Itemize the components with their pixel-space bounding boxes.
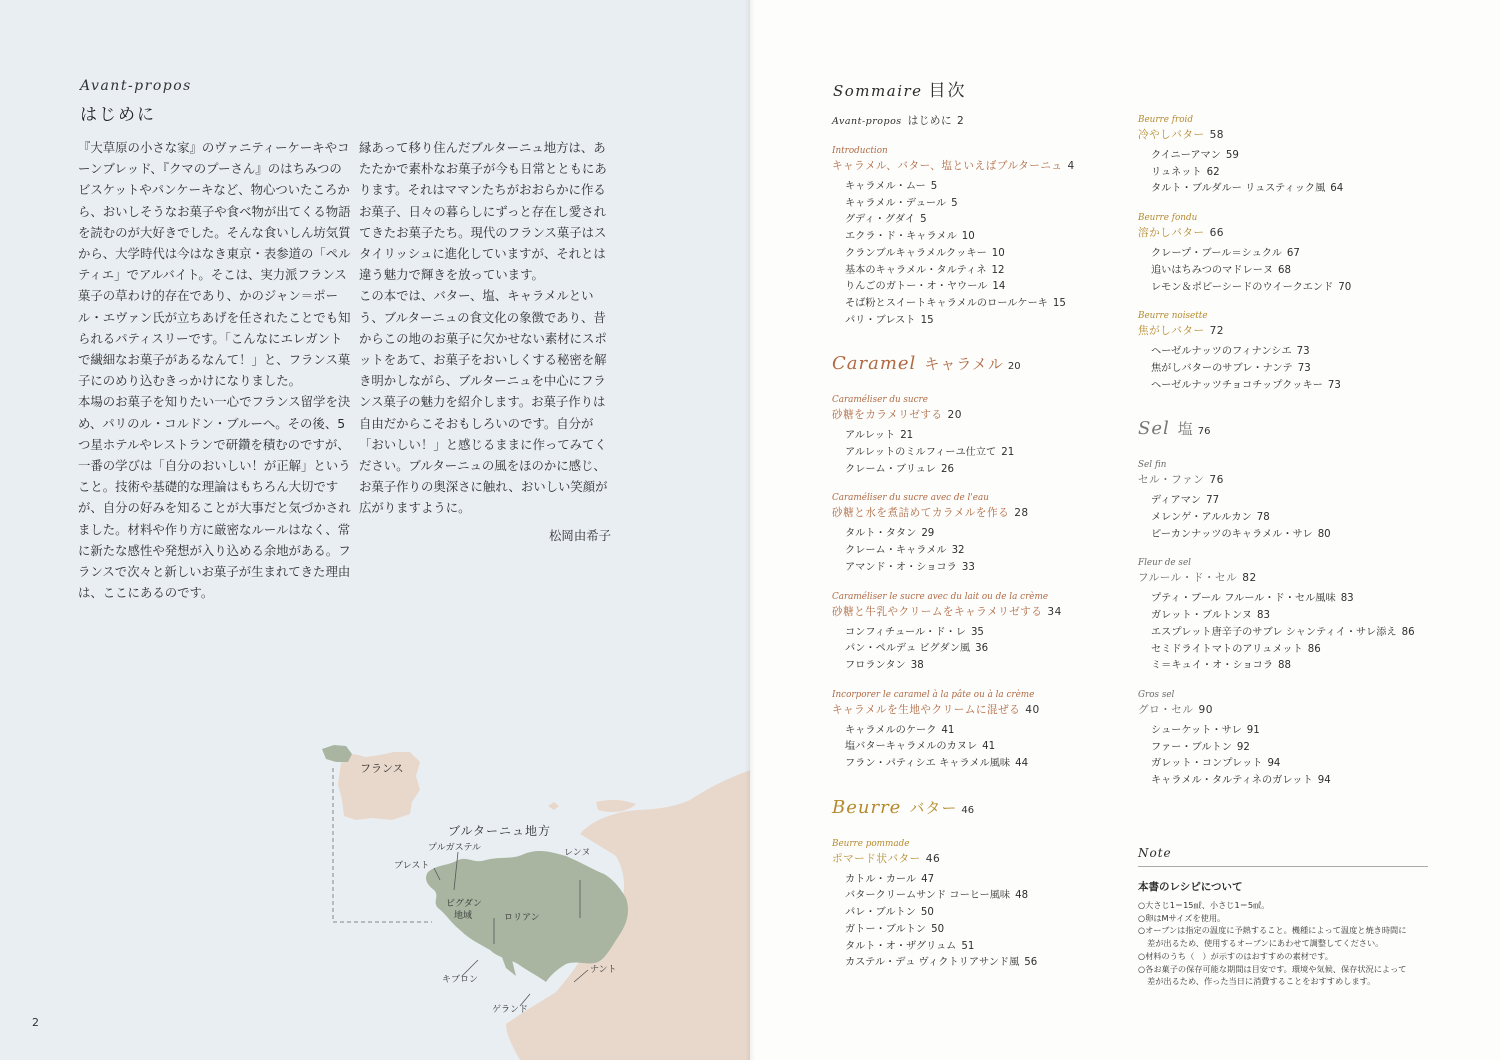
toc-page-number: 5 bbox=[951, 197, 958, 209]
toc-item-label: タルト・ブルダルー リュスティック風 bbox=[1151, 183, 1326, 195]
toc-page-number: 78 bbox=[1256, 512, 1270, 524]
toc-item-label: アマンド・オ・ショコラ bbox=[845, 561, 957, 573]
toc-section-fr: Gros sel bbox=[1138, 689, 1175, 700]
toc-item bbox=[1138, 773, 1438, 790]
map-brittany-mini bbox=[322, 745, 352, 762]
toc-page-number: 58 bbox=[1209, 129, 1225, 141]
toc-item bbox=[832, 905, 1132, 922]
toc-page-number: 28 bbox=[1014, 507, 1029, 520]
toc-item-label: エスプレット唐辛子のサブレ シャンティイ・サレ添え bbox=[1151, 626, 1397, 638]
toc-item bbox=[1138, 527, 1438, 544]
toc-item-label: リュネット bbox=[1151, 166, 1202, 178]
note-item: ○オーブンは指定の温度に予熱すること。機種によって温度と焼き時間に bbox=[1138, 925, 1407, 936]
toc-page-number: 73 bbox=[1297, 362, 1311, 374]
toc-page-number: 36 bbox=[975, 643, 989, 655]
foreword-title-ja: はじめに bbox=[80, 105, 156, 125]
toc-title-fr: Sommaire bbox=[833, 82, 923, 100]
toc-item bbox=[1138, 263, 1438, 280]
toc-section-fr: Caraméliser le sucre avec du lait ou de la crème bbox=[832, 591, 1049, 602]
toc-page-number: 35 bbox=[970, 626, 984, 638]
toc-page-number: 20 bbox=[947, 409, 962, 422]
toc-item bbox=[1138, 344, 1438, 361]
note-item: ○材料のうち（ ）が示すのはおすすめの素材です。 bbox=[1138, 950, 1333, 961]
toc-item bbox=[832, 739, 1132, 756]
toc-item bbox=[832, 641, 1132, 658]
toc-page-number: 50 bbox=[920, 907, 934, 919]
foreword-column-2 bbox=[359, 137, 611, 546]
toc-page-number: 83 bbox=[1256, 610, 1270, 622]
toc-page-number: 10 bbox=[961, 231, 975, 243]
toc-page-number: 38 bbox=[910, 659, 924, 671]
toc-item bbox=[832, 543, 1132, 560]
toc-column-2 bbox=[1138, 112, 1438, 790]
toc-item bbox=[832, 229, 1132, 246]
toc-section-fr: Beurre pommade bbox=[832, 838, 910, 849]
toc-item bbox=[832, 445, 1132, 462]
toc-item bbox=[1138, 723, 1438, 740]
toc-item-fr: Avant-propos bbox=[832, 116, 902, 127]
toc-page-number: 21 bbox=[900, 430, 914, 442]
toc-item bbox=[1138, 165, 1438, 182]
toc-item bbox=[832, 872, 1132, 889]
foreword-paragraph: 縁あって移り住んだブルターニュ地方は、あたたかで素朴なお菓子が今も日常とともにあります。それはママンたちがおおらかに作るお菓子、日々の暮らしにずっと存在し愛されてきたお菓子たち。現代のフランス菓子はスタイリッシュに進化していますが、それとは違う魅力で輝きを放っています。 bbox=[359, 140, 607, 283]
toc-item-label: セミドライトマトのアリュメット bbox=[1151, 643, 1303, 655]
toc-section-label: フルール・ド・セル bbox=[1138, 572, 1238, 585]
toc-item-label: 追いはちみつのマドレーヌ bbox=[1151, 264, 1274, 276]
toc-section-ja bbox=[1138, 322, 1438, 340]
toc-item-label: クイニーアマン bbox=[1151, 150, 1221, 161]
toc-item bbox=[832, 939, 1132, 956]
toc-page-number: 51 bbox=[961, 940, 975, 952]
toc-item bbox=[832, 922, 1132, 939]
toc-page-number: 83 bbox=[1340, 593, 1354, 605]
toc-section-label: 冷やしバター bbox=[1138, 129, 1205, 141]
map-label-region: ブルターニュ地方 bbox=[448, 824, 552, 838]
toc-item bbox=[832, 560, 1132, 577]
toc-item bbox=[1138, 378, 1438, 395]
toc-section-ja bbox=[832, 157, 1132, 175]
map-land-north bbox=[596, 800, 636, 812]
toc-item-label: アルレット bbox=[845, 430, 896, 442]
map-label-quiberon: キブロン bbox=[442, 975, 479, 985]
toc-item-label: ガトー・ブルトン bbox=[845, 923, 927, 935]
foreword-column-1 bbox=[78, 137, 353, 603]
toc-item bbox=[832, 462, 1132, 479]
toc-item bbox=[832, 279, 1132, 296]
toc-section-label: キャラメルを生地やクリームに混ぜる bbox=[832, 703, 1021, 716]
toc-page-number: 26 bbox=[940, 463, 954, 475]
note-item: 差が出るため、使用するオーブンにあわせて調整してください。 bbox=[1147, 938, 1384, 949]
toc-item-label: キャラメル・タルティネのガレット bbox=[1151, 775, 1313, 787]
toc-section-fr: Incorporer le caramel à la pâte ou à la crème bbox=[832, 689, 1035, 700]
toc-item-label: キャラメル・ムー bbox=[845, 181, 926, 192]
note-item: 差が出るため、作った当日に消費することをおすすめします。 bbox=[1147, 976, 1376, 987]
toc-chapter-fr: Beurre bbox=[832, 796, 902, 818]
map-label-nantes: ナント bbox=[590, 965, 617, 975]
toc-item bbox=[1138, 246, 1438, 263]
toc-page-number: 4 bbox=[1067, 160, 1075, 172]
toc-column-1 bbox=[832, 112, 1132, 972]
toc-section-label: 砂糖と水を煮詰めてカラメルを作る bbox=[832, 507, 1010, 520]
toc-item-label: パレ・ブルトン bbox=[845, 907, 916, 919]
foreword-paragraph: 『大草原の小さな家』のヴァニティーケーキやコーンブレッド、『クマのプーさん』のはちみつのビスケットやパンケーキなど、物心ついたころから、おいしそうなお菓子や食べ物が出てくる物語を読むのが大好きでした。そんな食いしん坊気質から、大学時代は今はなき東京・表参道の「ペルティエ」でアルバイト。そこは、実力派フランス菓子の草わけ的存在であり、かのジャン＝ポール・エヴァン氏が立ちあげを任されたことでも知られるパティスリーです。「こんなにエレガントで繊細なお菓子があるなんて！」と、フランス菓子にのめり込むきっかけになりました。 bbox=[78, 140, 351, 389]
toc-page-number: 41 bbox=[941, 724, 955, 736]
page-number: 2 bbox=[32, 1016, 39, 1029]
toc-page-number: 82 bbox=[1242, 572, 1257, 585]
toc-page-number: 90 bbox=[1198, 703, 1213, 716]
toc-item-label: カトル・カール bbox=[845, 873, 917, 885]
toc-item bbox=[832, 179, 1132, 196]
toc-page-number: 2 bbox=[957, 115, 965, 127]
toc-section-fr: Beurre fondu bbox=[1138, 213, 1198, 224]
toc-item bbox=[832, 756, 1132, 773]
toc-item-label: エクラ・ド・キャラメル bbox=[845, 231, 957, 243]
toc-item-label: レモン＆ポピーシードのウイークエンド bbox=[1151, 281, 1334, 293]
foreword-paragraph: この本では、バター、塩、キャラメルという、ブルターニュの食文化の象徴であり、昔からこの地のお菓子に欠かせない素材にスポットをあて、お菓子をおいしくする秘密を解き明かしながら、ブルターニュを中心にフランス菓子の魅力を紹介します。お菓子作りは自由だからこそおもしろいのです。自分が「おいしい！」と感じるままに作ってみてください。ブルターニュの風をほのかに感じ、お菓子作りの奥深さに触れ、おいしい笑顔が広がりますように。 bbox=[359, 288, 608, 516]
toc-section-label: 焦がしバター bbox=[1138, 325, 1205, 338]
toc-page-number: 21 bbox=[1001, 447, 1015, 459]
toc-section-fr: Beurre froid bbox=[1138, 115, 1193, 125]
foreword-paragraph: 本場のお菓子を知りたい一心でフランス留学を決め、パリのル・コルドン・ブルーへ。その後、5つ星ホテルやレストランで研鑽を積むのですが、一番の学びは「自分のおいしい！が正解」ということ。技術や基礎的な理論はもちろん大切ですが、自分の好みを知ることが大事だと気づかされました。材料や作り方に厳密なルールはなく、常に新たな感性や発想が入り込める余地がある。フランスで次々と新しいお菓子が生まれてきた理由は、ここにあるのです。 bbox=[78, 394, 351, 601]
note-list bbox=[1138, 899, 1438, 988]
toc-item-label: メレンゲ・アルルカン bbox=[1151, 512, 1252, 524]
toc-section-fr: Introduction bbox=[832, 146, 888, 156]
toc-section-label: キャラメル、バター、塩といえばブルターニュ bbox=[832, 160, 1063, 172]
toc-item-label: 基本のキャラメル・タルティネ bbox=[845, 264, 987, 276]
note-title: Note bbox=[1138, 846, 1172, 860]
toc-page-number: 62 bbox=[1206, 166, 1220, 178]
toc-item-label: クランブルキャラメルクッキー bbox=[845, 247, 987, 259]
toc-item bbox=[1138, 148, 1438, 165]
toc-page-number: 20 bbox=[1007, 361, 1021, 373]
toc-item-ja: はじめに bbox=[907, 115, 953, 127]
toc-chapter-ja: キャラメル bbox=[924, 355, 1004, 374]
toc-item-label: ミ＝キュイ・オ・ショコラ bbox=[1151, 660, 1274, 672]
toc-page-number: 5 bbox=[930, 181, 938, 192]
toc-item bbox=[1138, 493, 1438, 510]
toc-page-number: 80 bbox=[1317, 528, 1331, 540]
toc-chapter-fr: Caramel bbox=[832, 353, 917, 375]
toc-page-number: 41 bbox=[982, 741, 996, 753]
toc-section-ja bbox=[832, 701, 1132, 719]
toc-item-label: タルト・オ・ザグリュム bbox=[845, 940, 957, 952]
toc-page-number: 73 bbox=[1296, 346, 1310, 358]
note-heading: 本書のレシピについて bbox=[1138, 881, 1243, 893]
map-label-france: フランス bbox=[360, 762, 404, 775]
toc-item bbox=[1138, 361, 1438, 378]
toc-item bbox=[1138, 625, 1438, 642]
map-island bbox=[548, 802, 559, 810]
toc-item-label: フロランタン bbox=[845, 659, 906, 671]
map-label-plougastel: プルガステル bbox=[428, 843, 482, 853]
toc-item bbox=[832, 723, 1132, 740]
toc-item-label: ピーカンナッツのキャラメル・サレ bbox=[1151, 528, 1313, 540]
toc-section-ja bbox=[1138, 126, 1438, 144]
toc-page-number: 12 bbox=[991, 264, 1005, 276]
toc-item-label: キャラメルのケーク bbox=[845, 724, 937, 736]
toc-item-label: 焦がしバターのサブレ・ナンテ bbox=[1151, 362, 1293, 374]
toc-section-label: ポマード状バター bbox=[832, 852, 921, 865]
toc-chapter bbox=[832, 795, 1132, 824]
toc-section-fr: Caraméliser du sucre avec de l'eau bbox=[832, 493, 989, 504]
toc-item-label: コンフィチュール・ド・レ bbox=[845, 626, 966, 638]
toc-section-ja bbox=[832, 850, 1132, 868]
note-divider bbox=[1138, 866, 1428, 867]
toc-section-ja bbox=[832, 504, 1132, 522]
toc-item-label: ファー・ブルトン bbox=[1151, 741, 1232, 753]
toc-item bbox=[832, 955, 1132, 972]
toc-item-label: そば粉とスイートキャラメルのロールケーキ bbox=[845, 297, 1048, 309]
toc-page-number: 66 bbox=[1209, 227, 1225, 240]
toc-page-number: 10 bbox=[991, 247, 1005, 259]
toc-section-label: セル・ファン bbox=[1138, 474, 1205, 487]
map-label-guerande: ゲランド bbox=[492, 1005, 529, 1015]
toc-page-number: 70 bbox=[1338, 281, 1352, 293]
toc-item-label: シューケット・サレ bbox=[1151, 724, 1242, 736]
toc-page-number: 29 bbox=[921, 528, 935, 540]
toc-page-number: 40 bbox=[1025, 703, 1040, 716]
toc-item bbox=[832, 246, 1132, 263]
toc-item bbox=[1138, 510, 1438, 527]
toc-page-number: 14 bbox=[992, 281, 1006, 293]
toc-item-label: パン・ペルデュ ビグダン風 bbox=[845, 643, 971, 655]
toc-item-label: アルレットのミルフィーユ仕立て bbox=[845, 447, 997, 459]
toc-section-ja bbox=[1138, 471, 1438, 489]
map-label-bigouden-1: ビグダン bbox=[446, 899, 482, 909]
toc-chapter bbox=[832, 351, 1132, 380]
toc-page-number: 50 bbox=[931, 923, 945, 935]
toc-chapter bbox=[1138, 416, 1438, 445]
toc-item-label: フラン・パティシエ キャラメル風味 bbox=[845, 758, 1011, 770]
toc-page-number: 77 bbox=[1206, 495, 1220, 507]
toc-page-number: 15 bbox=[920, 314, 934, 326]
toc-item-label: タルト・タタン bbox=[845, 528, 917, 540]
toc-item bbox=[832, 625, 1132, 642]
toc-item-label: グディ・グダイ bbox=[845, 214, 916, 226]
toc-item-label: パリ・ブレスト bbox=[845, 314, 916, 326]
toc-page-number: 76 bbox=[1197, 426, 1211, 438]
toc-section-ja bbox=[1138, 224, 1438, 242]
toc-item bbox=[1138, 280, 1438, 297]
note-item: ○大さじ1＝15㎖、小さじ1＝5㎖。 bbox=[1138, 900, 1270, 910]
toc-page-number: 94 bbox=[1267, 758, 1281, 770]
toc-section-fr: Caraméliser du sucre bbox=[832, 395, 928, 406]
toc-page-number: 68 bbox=[1278, 264, 1292, 276]
toc-section-ja bbox=[1138, 569, 1438, 587]
toc-section-ja bbox=[832, 406, 1132, 424]
toc-item-label: ヘーゼルナッツのフィナンシエ bbox=[1151, 346, 1292, 358]
toc-item-label: プティ・ブール フルール・ド・セル風味 bbox=[1151, 593, 1336, 605]
toc-item-label: ガレット・ブルトンヌ bbox=[1151, 610, 1252, 622]
toc-page-number: 46 bbox=[961, 804, 975, 816]
toc-item bbox=[832, 296, 1132, 313]
toc-item-label: 塩バターキャラメルのカヌレ bbox=[845, 741, 978, 753]
toc-item-label: クレープ・ブール＝シュクル bbox=[1151, 248, 1282, 260]
toc-section-fr: Sel fin bbox=[1138, 460, 1167, 471]
toc-page-number: 46 bbox=[925, 852, 941, 865]
toc-item bbox=[832, 888, 1132, 905]
toc-page-number: 5 bbox=[920, 214, 927, 226]
toc-item-label: ヘーゼルナッツチョコチップクッキー bbox=[1151, 379, 1323, 391]
toc-page-number: 94 bbox=[1317, 775, 1331, 787]
toc-page-number: 76 bbox=[1209, 474, 1224, 487]
map-label-brest: ブレスト bbox=[394, 861, 430, 871]
toc-page-number: 88 bbox=[1278, 660, 1292, 672]
toc-chapter-ja: バター bbox=[909, 798, 958, 817]
toc-item bbox=[1138, 181, 1438, 198]
toc-section-label: 砂糖と牛乳やクリームをキャラメリゼする bbox=[832, 605, 1043, 618]
toc-title bbox=[833, 76, 967, 101]
map-label-lorient: ロリアン bbox=[504, 913, 540, 923]
toc-section-label: グロ・セル bbox=[1138, 703, 1194, 716]
toc-page-number: 86 bbox=[1307, 643, 1321, 655]
toc-item-label: りんごのガトー・オ・ヤウール bbox=[845, 281, 988, 293]
toc-section-ja bbox=[1138, 701, 1438, 719]
map-label-rennes: レンヌ bbox=[564, 848, 591, 858]
toc-item bbox=[832, 658, 1132, 675]
toc-chapter-fr: Sel bbox=[1138, 418, 1170, 440]
page-fold bbox=[745, 0, 755, 1060]
toc-item bbox=[1138, 756, 1438, 773]
toc-page-number: 64 bbox=[1330, 183, 1344, 195]
toc-item-label: ディアマン bbox=[1151, 495, 1202, 507]
toc-chapter-ja: 塩 bbox=[1177, 420, 1194, 439]
toc-item bbox=[832, 196, 1132, 213]
map-label-bigouden-2: 地域 bbox=[454, 911, 473, 921]
toc-item bbox=[1138, 608, 1438, 625]
toc-page-number: 44 bbox=[1015, 758, 1029, 770]
toc-section-ja bbox=[832, 603, 1132, 621]
toc-page-number: 91 bbox=[1246, 724, 1260, 736]
toc-item-label: ガレット・コンプレット bbox=[1151, 758, 1263, 770]
toc-page-number: 92 bbox=[1236, 741, 1250, 753]
toc-section-label: 砂糖をカラメリゼする bbox=[832, 409, 943, 422]
toc-item bbox=[832, 526, 1132, 543]
toc-item bbox=[832, 263, 1132, 280]
note-item: ○各お菓子の保存可能な期間は目安です。環境や気候、保存状況によって bbox=[1138, 963, 1407, 974]
foreword-title-fr: Avant-propos bbox=[80, 78, 192, 94]
toc-item bbox=[1138, 740, 1438, 757]
toc-page-number: 86 bbox=[1401, 626, 1415, 638]
toc-item bbox=[1138, 642, 1438, 659]
toc-page-number: 15 bbox=[1052, 297, 1066, 309]
toc-item bbox=[832, 212, 1132, 229]
toc-title-ja: 目次 bbox=[928, 81, 967, 101]
toc-section-fr: Beurre noisette bbox=[1138, 311, 1208, 322]
toc-page-number: 47 bbox=[921, 873, 935, 885]
toc-item bbox=[832, 428, 1132, 445]
toc-page-number: 33 bbox=[961, 561, 975, 573]
toc-item bbox=[1138, 591, 1438, 608]
toc-page-number: 59 bbox=[1225, 150, 1239, 161]
toc-item-label: クレーム・ブリュレ bbox=[845, 463, 936, 475]
toc-page-number: 32 bbox=[951, 545, 965, 557]
note-item: ○卵はMサイズを使用。 bbox=[1138, 912, 1226, 923]
toc-item bbox=[1138, 658, 1438, 675]
toc-section-ja bbox=[832, 112, 1132, 131]
toc-item-label: バタークリームサンド コーヒー風味 bbox=[845, 890, 1011, 902]
author-signature: 松岡由希子 bbox=[549, 527, 611, 543]
toc-page-number: 34 bbox=[1047, 605, 1062, 618]
toc-section-label: 溶かしバター bbox=[1138, 227, 1205, 240]
toc-page-number: 67 bbox=[1286, 248, 1300, 260]
toc-item-label: カステル・デュ ヴィクトリアサンド風 bbox=[845, 957, 1020, 969]
toc-section-fr: Fleur de sel bbox=[1138, 558, 1191, 569]
toc-item-label: キャラメル・デュール bbox=[845, 197, 947, 209]
toc-item bbox=[832, 313, 1132, 330]
toc-page-number: 73 bbox=[1327, 379, 1341, 391]
toc-page-number: 72 bbox=[1209, 325, 1225, 338]
toc-page-number: 48 bbox=[1015, 890, 1029, 902]
toc-item-label: クレーム・キャラメル bbox=[845, 545, 947, 557]
toc-page-number: 56 bbox=[1024, 957, 1038, 969]
